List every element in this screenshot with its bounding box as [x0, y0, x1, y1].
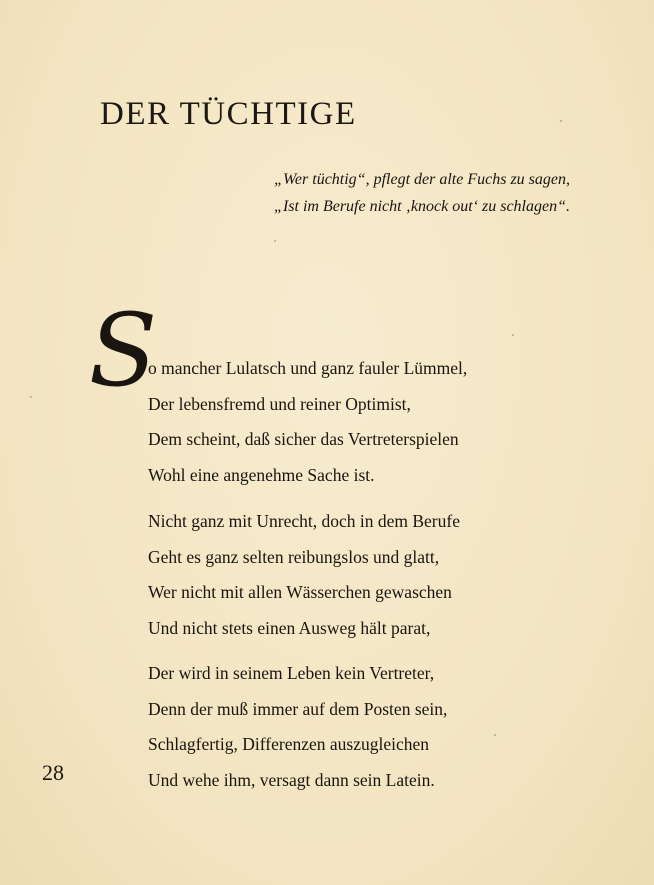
verse-line: Wohl eine angenehme Sache ist.: [148, 464, 375, 485]
poem-title: DER TÜCHTIGE: [100, 96, 357, 132]
verse-line: Der wird in seinem Leben kein Vertreter,: [148, 663, 435, 683]
verse-line: Geht es ganz selten reibungslos und glatt,: [148, 546, 440, 567]
verse-line: o mancher Lulatsch und ganz fauler Lümmel,: [148, 358, 468, 378]
stanza-3: [148, 656, 447, 798]
verse-line: Wer nicht mit allen Wässerchen gewaschen: [148, 582, 452, 602]
verse-line: Und wehe ihm, versagt dann sein Latein.: [148, 769, 435, 790]
stanza-1: [148, 351, 467, 493]
verse-line: Nicht ganz mit Unrecht, doch in dem Berufe: [148, 511, 460, 531]
paper-speck: [30, 396, 32, 398]
motto-line: „Wer tüchtig“, pflegt der alte Fuchs zu sagen,: [274, 171, 570, 188]
verse-line: Schlagfertig, Differenzen auszugleichen: [148, 734, 430, 754]
verse-line: Und nicht stets einen Ausweg hält parat,: [148, 617, 431, 638]
paper-speck: [494, 734, 496, 736]
verse-line: Dem scheint, daß sicher das Vertreterspielen: [148, 429, 459, 449]
page-number: 28: [42, 760, 64, 785]
paper-speck: [274, 240, 276, 242]
stanza-2: [148, 504, 460, 646]
motto-epigraph: [274, 166, 570, 220]
paper-speck: [512, 334, 514, 336]
drop-cap: S: [88, 292, 158, 409]
motto-line: „Ist im Berufe nicht ‚knock out‘ zu schlagen“.: [274, 198, 570, 215]
verse-line: Der lebensfremd und reiner Optimist,: [148, 393, 411, 414]
paper-speck: [560, 120, 562, 122]
verse-line: Denn der muß immer auf dem Posten sein,: [148, 698, 448, 719]
